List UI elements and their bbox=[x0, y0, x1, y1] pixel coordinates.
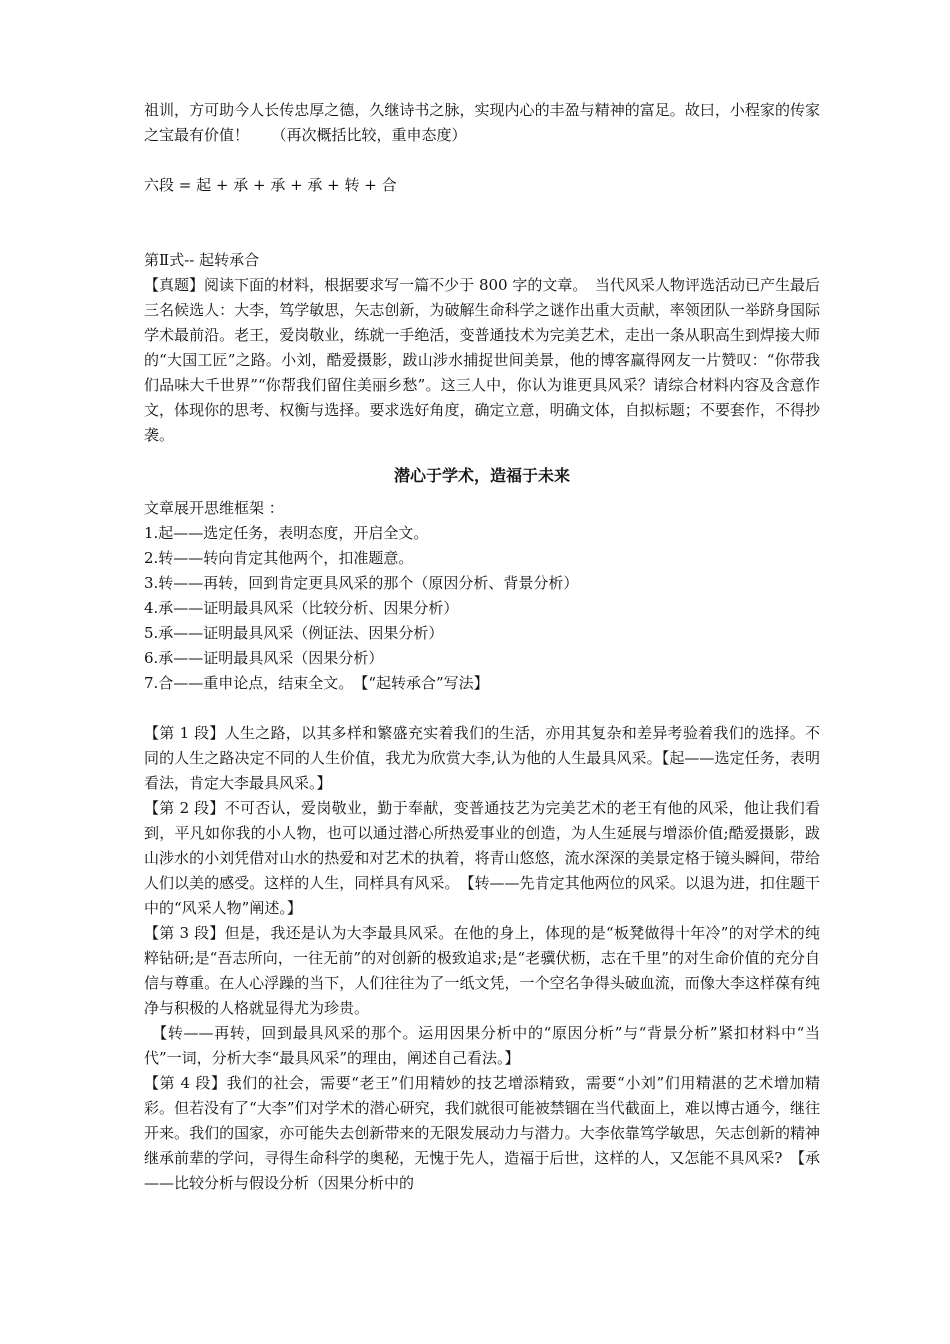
framework-item: 1.起——选定任务，表明态度，开启全文。 bbox=[144, 524, 429, 542]
spacer bbox=[144, 148, 820, 173]
essay-paragraph-3-note: 【转——再转，回到最具风采的那个。运用因果分析中的“原因分析”与“背景分析”紧扣材料中“当代”一词，分析大李“最具风采”的理由，阐述自己看法。】 bbox=[144, 1024, 820, 1067]
document-page bbox=[144, 98, 820, 1196]
framework-item: 4.承——证明最具风采（比较分析、因果分析） bbox=[144, 599, 459, 617]
intro-paragraph: 祖训，方可助今人长传忠厚之德，久继诗书之脉，实现内心的丰盈与精神的富足。故曰，小程家的传家之宝最有价值！ （再次概括比较，重申态度） bbox=[144, 101, 820, 144]
essay-paragraph-1: 【第 1 段】人生之路，以其多样和繁盛充实着我们的生活，亦用其复杂和差异考验着我们的选择。不同的人生之路决定不同的人生价值，我尤为欣赏大李,认为他的人生最具风采。【起——选定任务，表明看法，肯定大李最具风采。】 bbox=[144, 724, 820, 792]
formula-line: 六段 = 起 + 承 + 承 + 承 + 转 + 合 bbox=[144, 176, 397, 194]
exam-prompt: 【真题】阅读下面的材料，根据要求写一篇不少于 800 字的文章。 当代风采人物评选活动已产生最后三名候选人：大李，笃学敏思，矢志创新，为破解生命科学之谜作出重大贡献，率领团队一举跻身国际学术最前沿。老王，爱岗敬业，练就一手绝活，变普通技术为完美艺术，走出一条从职高生到焊接大师的“大国工匠”之路。小刘，酷爱摄影，跋山涉水捕捉世间美景，他的博客赢得网友一片赞叹：“你带我们品味大千世界”“你帮我们留住美丽乡愁”。这三人中，你认为谁更具风采？请综合材料内容及含意作文，体现你的思考、权衡与选择。要求选好角度，确定立意，明确文体，自拟标题；不要套作，不得抄袭。 bbox=[144, 276, 820, 444]
framework-item: 6.承——证明最具风采（因果分析） bbox=[144, 649, 384, 667]
spacer bbox=[144, 696, 820, 721]
essay-paragraph-2: 【第 2 段】不可否认，爱岗敬业，勤于奉献，变普通技艺为完美艺术的老王有他的风采，他让我们看到，平凡如你我的小人物，也可以通过潜心所热爱事业的创造，为人生延展与增添价值;酷爱摄影，跋山涉水的小刘凭借对山水的热爱和对艺术的执着，将青山悠悠，流水深深的美景定格于镜头瞬间，带给人们以美的感受。这样的人生，同样具有风采。 【转——先肯定其他两位的风采。以退为进，扣住题干中的“风采人物”阐述。】 bbox=[144, 799, 820, 917]
essay-title: 潜心于学术，造福于未来 bbox=[393, 466, 570, 485]
essay-paragraph-3: 【第 3 段】但是，我还是认为大李最具风采。在他的身上，体现的是“板凳做得十年冷”的对学术的纯粹钻研;是“吾志所向，一往无前”的对创新的极致追求;是“老骥伏枥，志在千里”的对生命价值的充分自信与尊重。在人心浮躁的当下，人们往往为了一纸文凭，一个空名争得头破血流，而像大李这样葆有纯净与积极的人格就显得尤为珍贵。 bbox=[144, 924, 820, 1017]
framework-item: 3.转——再转，回到肯定更具风采的那个（原因分析、背景分析） bbox=[144, 574, 579, 592]
framework-heading: 文章展开思维框架 ： bbox=[144, 499, 284, 517]
framework-item: 2.转——转向肯定其他两个，扣准题意。 bbox=[144, 549, 414, 567]
essay-paragraph-4: 【第 4 段】我们的社会，需要“老王”们用精妙的技艺增添精致，需要“小刘”们用精湛的艺术增加精彩。但若没有了“大李”们对学术的潜心研究，我们就很可能被禁锢在当代截面上，难以博古通今，继往开来。我们的国家，亦可能失去创新带来的无限发展动力与潜力。大李依靠笃学敏思，矢志创新的精神继承前辈的学问，寻得生命科学的奥秘，无愧于先人，造福于后世，这样的人，又怎能不具风采? 【承——比较分析与假设分析（因果分析中的 bbox=[144, 1074, 820, 1192]
framework-item: 5.承——证明最具风采（例证法、因果分析） bbox=[144, 624, 444, 642]
framework-item: 7.合——重申论点，结束全文。 【“起转承合”写法】 bbox=[144, 674, 489, 692]
spacer bbox=[144, 198, 820, 248]
section-heading: 第Ⅱ式-- 起转承合 bbox=[144, 251, 260, 269]
